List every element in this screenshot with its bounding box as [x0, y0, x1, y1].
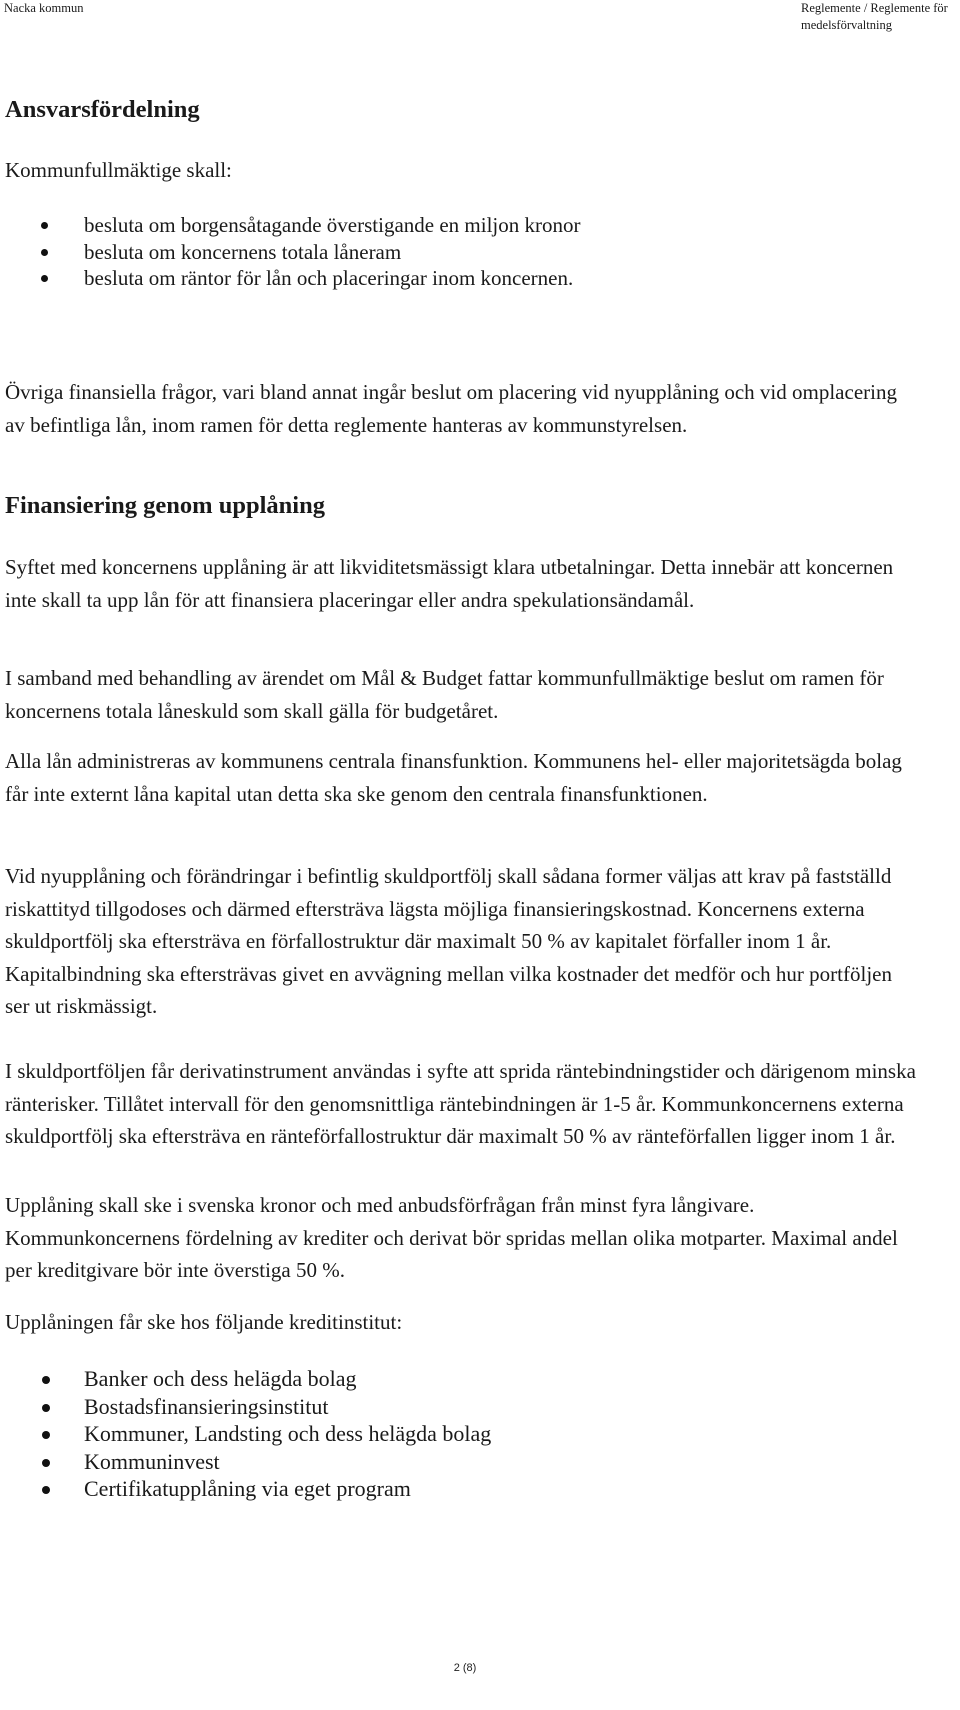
bullet-icon: [42, 1376, 50, 1384]
paragraph-budget: I samband med behandling av ärendet om Mål & Budget fattar kommunfullmäktige beslut om ramen för koncernens totala låneskuld som skall gälla för budgetåret.: [5, 666, 884, 723]
page-number: 2 (8): [453, 1662, 477, 1674]
paragraph-derivat: I skuldportföljen får derivatinstrument användas i syfte att sprida räntebindningstider och därigenom minska ränterisker. Tillåtet intervall för den genomsnittliga räntebindningen är 1-5 år. Kommunkoncernens externa skuldportfölj ska eftersträva en ränteförfallostruktur där maximalt 50 % av ränteförfallen ligger inom 1 år.: [5, 1059, 916, 1148]
paragraph-administreras: Alla lån administreras av kommunens centrala finansfunktion. Kommunens hel- eller majoritetsägda bolag får inte externt låna kapital utan detta ska ske genom den centrala finansfunktionen.: [5, 749, 902, 806]
bullet-icon: [42, 1486, 50, 1494]
list-item: Bostadsfinansieringsinstitut: [5, 1393, 491, 1421]
page-header: [0, 0, 960, 60]
list-item: Kommuner, Landsting och dess helägda bolag: [5, 1420, 491, 1448]
bullet-icon: [42, 1431, 50, 1439]
list-item: Kommuninvest: [5, 1448, 491, 1476]
header-document-title: Reglemente / Reglemente för medelsförvaltning: [801, 1, 948, 32]
paragraph-ovriga: Övriga finansiella frågor, vari bland annat ingår beslut om placering vid nyupplåning och vid omplacering av befintliga lån, inom ramen för detta reglemente hanteras av kommunstyrelsen.: [5, 380, 897, 437]
paragraph-nyupplaning: Vid nyupplåning och förändringar i befintlig skuldportfölj skall sådana former väljas att krav på fastställd riskattityd tillgodoses och därmed eftersträva lägsta möjliga finansieringskostnad. Koncernens externa skuldportfölj ska eftersträva en förfallostruktur där maximalt 50 % av kapitalet förfaller inom 1 år. Kapitalbindning ska eftersträvas givet en avvägning mellan vilka kostnader det medför och hur portföljen ser ut riskmässigt.: [5, 864, 892, 1018]
paragraph-kreditinstitut: Upplåningen får ske hos följande kreditinstitut:: [5, 1310, 403, 1334]
list-item: Banker och dess helägda bolag: [5, 1365, 491, 1393]
bullet-list-kreditinstitut: [5, 1365, 491, 1503]
list-item: Certifikatupplåning via eget program: [5, 1475, 491, 1503]
paragraph-upplaning-kronor: Upplåning skall ske i svenska kronor och med anbudsförfrågan från minst fyra långivare. Kommunkoncernens fördelning av krediter och derivat bör spridas mellan olika motparter. Maximal andel per kreditgivare bör inte överstiga 50 %.: [5, 1193, 898, 1282]
list-item: besluta om borgensåtagande överstigande en miljon kronor: [5, 212, 580, 239]
heading-finansiering: Finansiering genom upplåning: [5, 492, 325, 519]
bullet-icon: [42, 1404, 50, 1412]
bullet-icon: [41, 249, 48, 256]
page-footer: [0, 1662, 960, 1674]
paragraph-intro: Kommunfullmäktige skall:: [5, 158, 232, 182]
heading-ansvarsfordelning: Ansvarsfördelning: [5, 96, 200, 123]
bullet-icon: [41, 275, 48, 282]
bullet-list-ansvar: [5, 212, 580, 292]
list-item: besluta om koncernens totala låneram: [5, 239, 580, 266]
paragraph-syftet: Syftet med koncernens upplåning är att likviditetsmässigt klara utbetalningar. Detta innebär att koncernen inte skall ta upp lån för att finansiera placeringar eller andra spekulationsändamål.: [5, 555, 894, 612]
header-organization: Nacka kommun: [4, 1, 84, 15]
bullet-icon: [41, 222, 48, 229]
list-item: besluta om räntor för lån och placeringar inom koncernen.: [5, 265, 580, 292]
bullet-icon: [42, 1459, 50, 1467]
